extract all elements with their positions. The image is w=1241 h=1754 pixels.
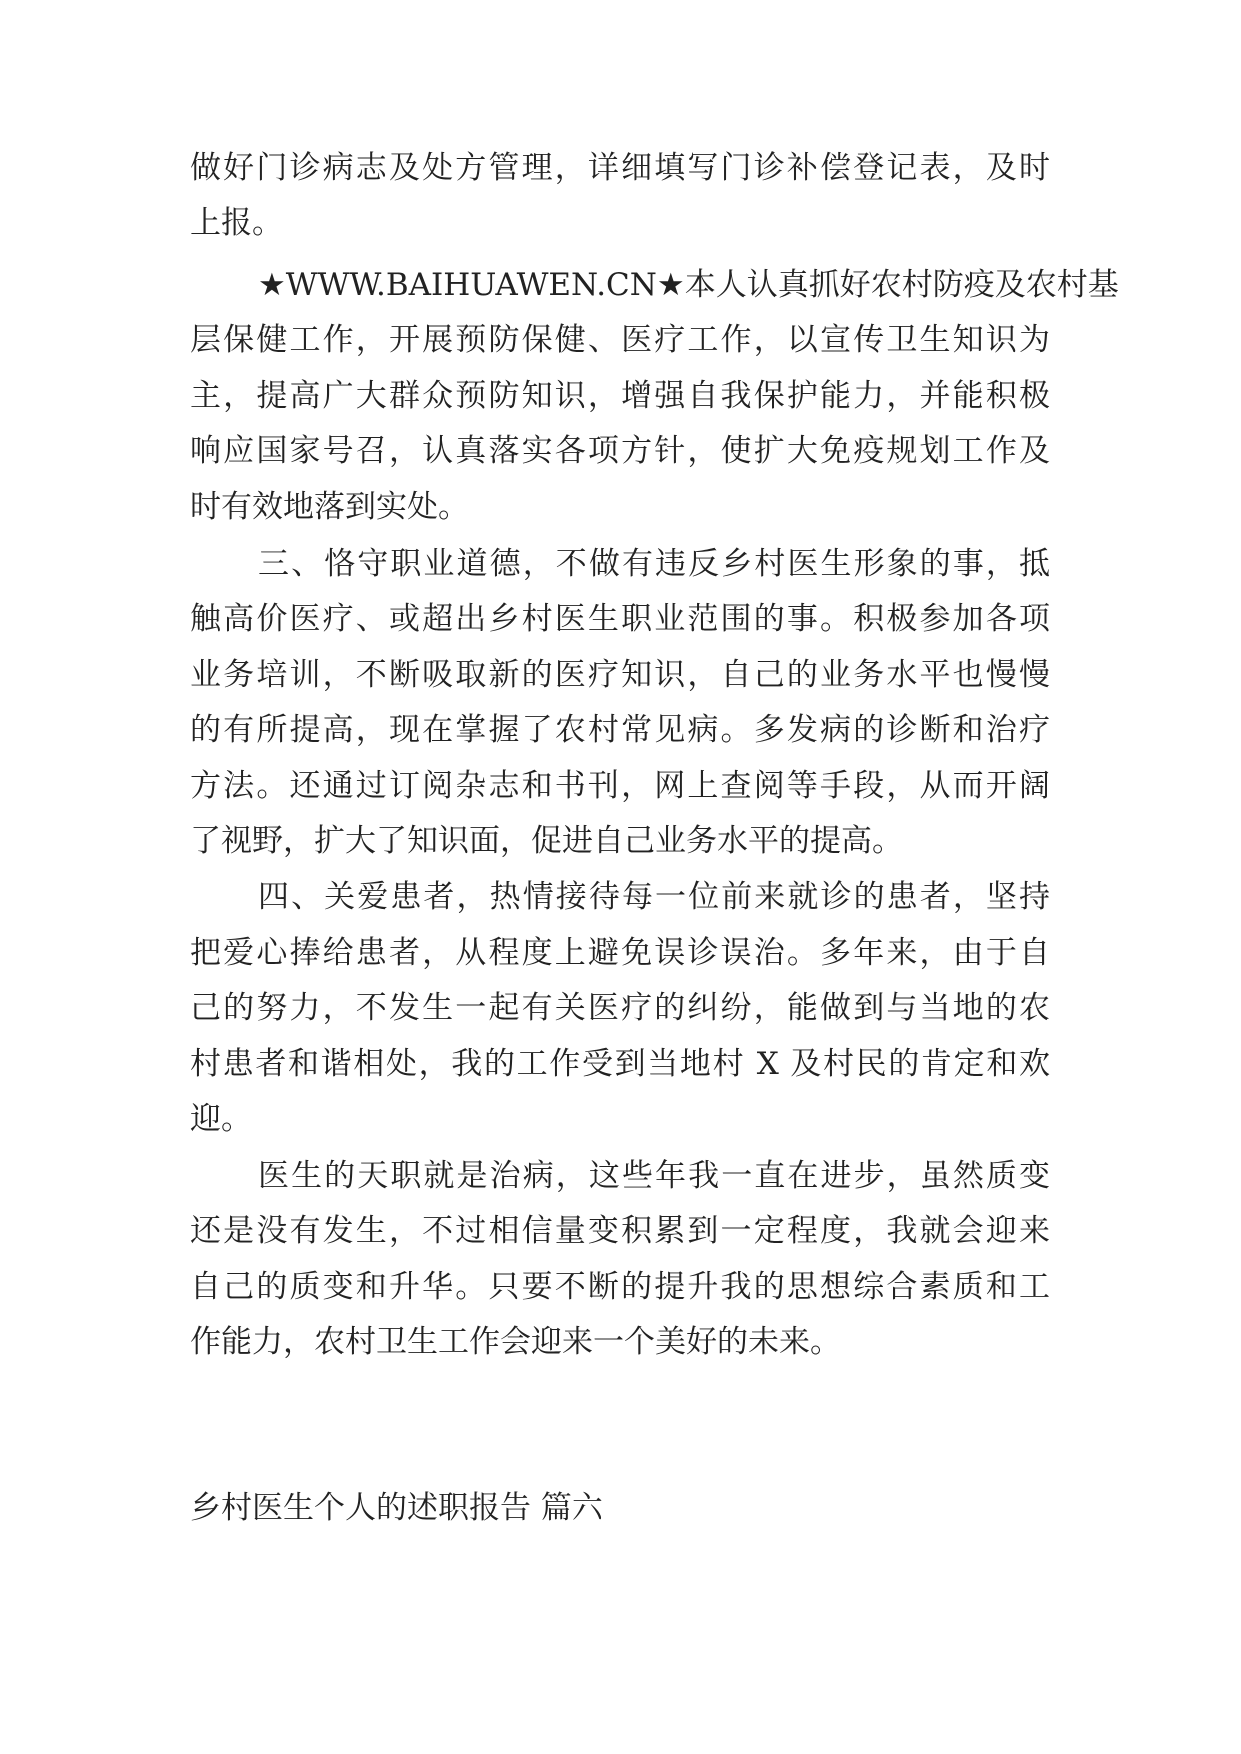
paragraph-line: 业务培训，不断吸取新的医疗知识，自己的业务水平也慢慢 (190, 657, 1050, 693)
paragraph-line: 四、关爱患者，热情接待每一位前来就诊的患者，坚持 (258, 879, 1050, 915)
paragraph-line: 层保健工作，开展预防保健、医疗工作，以宣传卫生知识为 (190, 322, 1050, 358)
paragraph-line: 方法。还通过订阅杂志和书刊，网上查阅等手段，从而开阔 (190, 768, 1050, 804)
paragraph-line: 把爱心捧给患者，从程度上避免误诊误治。多年来，由于自 (190, 935, 1050, 971)
paragraph-line: ★WWW.BAIHUAWEN.CN★本人认真抓好农村防疫及农村基 (258, 267, 1119, 303)
paragraph-line: 做好门诊病志及处方管理，详细填写门诊补偿登记表，及时 (190, 150, 1050, 186)
paragraph-line: 了视野，扩大了知识面，促进自己业务水平的提高。 (190, 823, 903, 859)
paragraph-line: 上报。 (190, 205, 283, 241)
paragraph-line: 迎。 (190, 1101, 252, 1137)
paragraph-line: 还是没有发生，不过相信量变积累到一定程度，我就会迎来 (190, 1213, 1050, 1249)
paragraph-line: 村患者和谐相处，我的工作受到当地村 X 及村民的肯定和欢 (190, 1046, 1050, 1082)
section-heading: 乡村医生个人的述职报告 篇六 (190, 1490, 603, 1526)
paragraph-line: 主，提高广大群众预防知识，增强自我保护能力，并能积极 (190, 378, 1050, 414)
paragraph-line: 触高价医疗、或超出乡村医生职业范围的事。积极参加各项 (190, 601, 1050, 637)
paragraph-line: 时有效地落到实处。 (190, 489, 469, 525)
paragraph-line: 的有所提高，现在掌握了农村常见病。多发病的诊断和治疗 (190, 712, 1050, 748)
paragraph-line: 响应国家号召，认真落实各项方针，使扩大免疫规划工作及 (190, 433, 1050, 469)
paragraph-line: 己的努力，不发生一起有关医疗的纠纷，能做到与当地的农 (190, 990, 1050, 1026)
paragraph-line: 自己的质变和升华。只要不断的提升我的思想综合素质和工 (190, 1269, 1050, 1305)
paragraph-line: 三、恪守职业道德，不做有违反乡村医生形象的事，抵 (258, 546, 1050, 582)
paragraph-line: 作能力，农村卫生工作会迎来一个美好的未来。 (190, 1324, 841, 1360)
paragraph-line: 医生的天职就是治病，这些年我一直在进步，虽然质变 (258, 1158, 1050, 1194)
